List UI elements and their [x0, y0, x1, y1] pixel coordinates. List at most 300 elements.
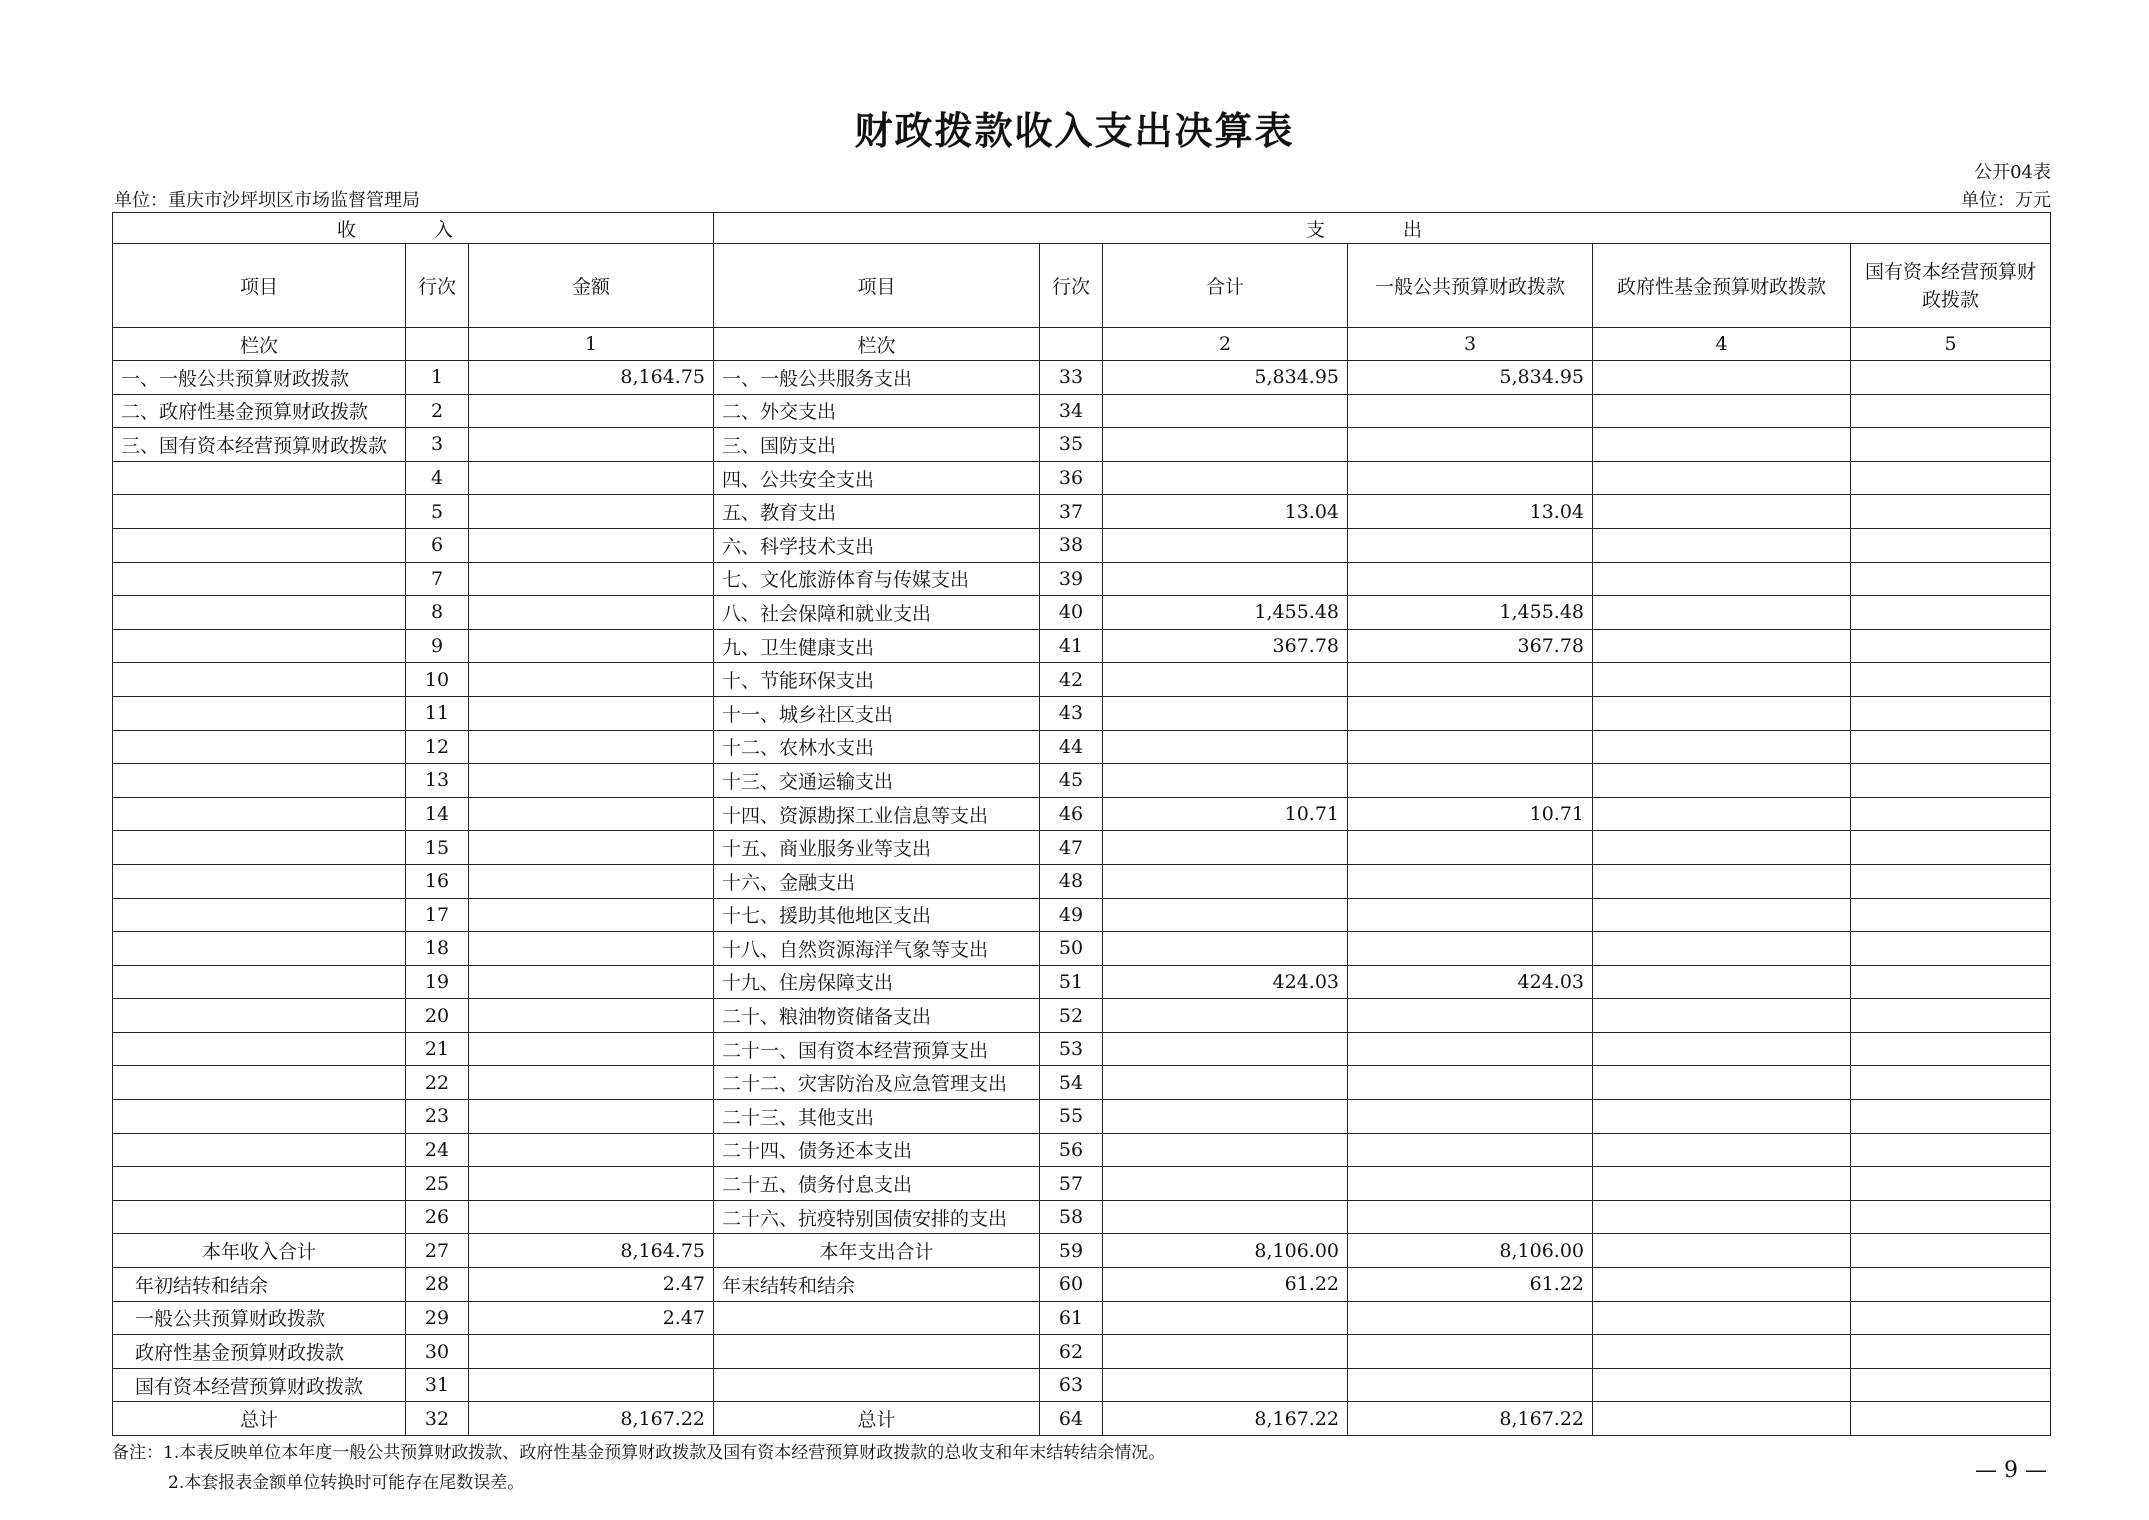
expense-total: 10.71: [1103, 797, 1348, 831]
expense-fund-budget: [1593, 999, 1851, 1033]
income-line-no: 11: [406, 696, 469, 730]
income-line-no: 1: [406, 361, 469, 395]
income-line-no: 21: [406, 1032, 469, 1066]
expense-state-capital: [1851, 562, 2051, 596]
table-row: [113, 864, 2051, 898]
income-line-no: 9: [406, 629, 469, 663]
income-item: [113, 528, 406, 562]
income-amount: [469, 461, 714, 495]
expense-general-budget: [1348, 1167, 1593, 1201]
expense-total: 8,106.00: [1103, 1234, 1348, 1268]
income-amount: [469, 1200, 714, 1234]
income-item: [113, 461, 406, 495]
expense-item: 年末结转和结余: [714, 1268, 1040, 1302]
expense-general-budget: [1348, 764, 1593, 798]
expense-general-budget: 1,455.48: [1348, 596, 1593, 630]
expense-line-no: 62: [1040, 1335, 1103, 1369]
summary-row: [113, 1268, 2051, 1302]
expense-line-no: 51: [1040, 965, 1103, 999]
expense-state-capital: [1851, 1167, 2051, 1201]
table-row: [113, 629, 2051, 663]
summary-row: [113, 1335, 2051, 1369]
expense-line-no: 56: [1040, 1133, 1103, 1167]
colnum-5: 5: [1851, 328, 2051, 361]
income-amount: [469, 730, 714, 764]
table-row: [113, 696, 2051, 730]
summary-row: [113, 1402, 2051, 1436]
expense-fund-budget: [1593, 428, 1851, 462]
expense-fund-budget: [1593, 1268, 1851, 1302]
expense-state-capital: [1851, 1234, 2051, 1268]
expense-total: [1103, 1100, 1348, 1134]
income-item: [113, 1100, 406, 1134]
expense-state-capital: [1851, 361, 2051, 395]
table-row: [113, 1066, 2051, 1100]
expense-state-capital: [1851, 999, 2051, 1033]
expense-fund-budget: [1593, 596, 1851, 630]
income-amount: 2.47: [469, 1301, 714, 1335]
income-item: 总计: [113, 1402, 406, 1436]
income-amount: [469, 1032, 714, 1066]
income-item: [113, 1167, 406, 1201]
expense-item: 总计: [714, 1402, 1040, 1436]
income-item: [113, 596, 406, 630]
expense-general-budget: 367.78: [1348, 629, 1593, 663]
expense-line-no: 34: [1040, 394, 1103, 428]
income-line-no: 19: [406, 965, 469, 999]
income-line-no: 25: [406, 1167, 469, 1201]
income-amount: [469, 1100, 714, 1134]
expense-line-no: 60: [1040, 1268, 1103, 1302]
table-row: [113, 797, 2051, 831]
expense-general-budget: [1348, 528, 1593, 562]
income-amount: [469, 495, 714, 529]
colnum-4: 4: [1593, 328, 1851, 361]
income-item: [113, 1200, 406, 1234]
form-number: 公开04表: [1974, 162, 2051, 183]
expense-general-budget: [1348, 428, 1593, 462]
expense-total: [1103, 1200, 1348, 1234]
page-title: 财政拨款收入支出决算表: [854, 108, 1295, 153]
expense-state-capital: [1851, 965, 2051, 999]
expense-total: [1103, 1335, 1348, 1369]
table-row: [113, 764, 2051, 798]
income-item: [113, 1133, 406, 1167]
expense-state-capital: [1851, 898, 2051, 932]
expense-state-capital: [1851, 1100, 2051, 1134]
income-amount: [469, 831, 714, 865]
expense-fund-budget: [1593, 1100, 1851, 1134]
budget-table: [112, 212, 2051, 1436]
expense-state-capital: [1851, 1066, 2051, 1100]
expense-general-budget: [1348, 932, 1593, 966]
income-line-no: 23: [406, 1100, 469, 1134]
expense-line-no: 57: [1040, 1167, 1103, 1201]
expense-item: 二十六、抗疫特别国债安排的支出: [714, 1200, 1040, 1234]
expense-fund-budget: [1593, 1133, 1851, 1167]
expense-total: [1103, 898, 1348, 932]
expense-general-budget: [1348, 831, 1593, 865]
expense-item: 十九、住房保障支出: [714, 965, 1040, 999]
expense-line-no: 53: [1040, 1032, 1103, 1066]
table-row: [113, 663, 2051, 697]
expense-fund-budget: [1593, 1200, 1851, 1234]
expense-line-no: 55: [1040, 1100, 1103, 1134]
income-amount: [469, 663, 714, 697]
colnum-label-expense: 栏次: [714, 328, 1040, 361]
table-row: [113, 461, 2051, 495]
expense-item: 本年支出合计: [714, 1234, 1040, 1268]
expense-line-no: 59: [1040, 1234, 1103, 1268]
expense-general-budget: [1348, 1133, 1593, 1167]
income-line-no: 2: [406, 394, 469, 428]
expense-state-capital: [1851, 528, 2051, 562]
expense-total: 61.22: [1103, 1268, 1348, 1302]
income-amount: [469, 596, 714, 630]
expense-total: [1103, 1368, 1348, 1402]
expense-general-budget: [1348, 1032, 1593, 1066]
income-item: [113, 831, 406, 865]
expense-total: [1103, 1301, 1348, 1335]
income-amount: 2.47: [469, 1268, 714, 1302]
income-item: [113, 999, 406, 1033]
expense-total: [1103, 528, 1348, 562]
income-amount: [469, 797, 714, 831]
table-row: [113, 495, 2051, 529]
expense-state-capital: [1851, 1335, 2051, 1369]
income-line-no: 20: [406, 999, 469, 1033]
expense-total: 1,455.48: [1103, 596, 1348, 630]
income-line-no: 18: [406, 932, 469, 966]
expense-line-no: 40: [1040, 596, 1103, 630]
expense-line-no: 63: [1040, 1368, 1103, 1402]
income-item: [113, 1032, 406, 1066]
expense-line-no: 61: [1040, 1301, 1103, 1335]
note-1: 备注：1.本表反映单位本年度一般公共预算财政拨款、政府性基金预算财政拨款及国有资本经营预算财政拨款的总收支和年末结转结余情况。: [112, 1443, 1166, 1463]
expense-fund-budget: [1593, 764, 1851, 798]
reporting-unit: 单位：重庆市沙坪坝区市场监督管理局: [114, 190, 420, 211]
income-line-no: 29: [406, 1301, 469, 1335]
expense-item: 二十三、其他支出: [714, 1100, 1040, 1134]
colnum-label-income: 栏次: [113, 328, 406, 361]
income-line-no: 32: [406, 1402, 469, 1436]
income-item: 二、政府性基金预算财政拨款: [113, 394, 406, 428]
header-state-capital-budget: 国有资本经营预算财政拨款: [1851, 244, 2051, 328]
expense-total: 8,167.22: [1103, 1402, 1348, 1436]
expense-item: 八、社会保障和就业支出: [714, 596, 1040, 630]
expense-total: [1103, 562, 1348, 596]
expense-fund-budget: [1593, 965, 1851, 999]
income-item: [113, 898, 406, 932]
expense-total: 367.78: [1103, 629, 1348, 663]
expense-state-capital: [1851, 1032, 2051, 1066]
expense-line-no: 36: [1040, 461, 1103, 495]
income-amount: [469, 1335, 714, 1369]
expense-fund-budget: [1593, 898, 1851, 932]
expense-item: 十三、交通运输支出: [714, 764, 1040, 798]
expense-state-capital: [1851, 1402, 2051, 1436]
expense-total: 5,834.95: [1103, 361, 1348, 395]
expense-fund-budget: [1593, 663, 1851, 697]
currency-unit: 单位：万元: [1961, 190, 2051, 211]
income-line-no: 15: [406, 831, 469, 865]
expense-fund-budget: [1593, 361, 1851, 395]
expense-fund-budget: [1593, 1402, 1851, 1436]
expense-general-budget: 8,167.22: [1348, 1402, 1593, 1436]
expense-fund-budget: [1593, 562, 1851, 596]
expense-fund-budget: [1593, 696, 1851, 730]
income-item: [113, 1066, 406, 1100]
expense-fund-budget: [1593, 831, 1851, 865]
colnum-2: 2: [1103, 328, 1348, 361]
summary-row: [113, 1234, 2051, 1268]
income-amount: 8,164.75: [469, 1234, 714, 1268]
income-item: [113, 965, 406, 999]
expense-item: 十八、自然资源海洋气象等支出: [714, 932, 1040, 966]
income-amount: [469, 1133, 714, 1167]
expense-fund-budget: [1593, 461, 1851, 495]
expense-total: [1103, 730, 1348, 764]
expense-fund-budget: [1593, 1301, 1851, 1335]
income-amount: [469, 864, 714, 898]
table-row: [113, 596, 2051, 630]
expense-line-no: 44: [1040, 730, 1103, 764]
table-row: [113, 831, 2051, 865]
expense-state-capital: [1851, 663, 2051, 697]
income-line-no: 31: [406, 1368, 469, 1402]
expense-general-budget: 8,106.00: [1348, 1234, 1593, 1268]
expense-line-no: 33: [1040, 361, 1103, 395]
expense-fund-budget: [1593, 629, 1851, 663]
expense-general-budget: 61.22: [1348, 1268, 1593, 1302]
header-expense-line: 行次: [1040, 244, 1103, 328]
income-line-no: 28: [406, 1268, 469, 1302]
expense-item: 二十一、国有资本经营预算支出: [714, 1032, 1040, 1066]
summary-row: [113, 1368, 2051, 1402]
expense-total: [1103, 831, 1348, 865]
income-item: [113, 562, 406, 596]
expense-general-budget: [1348, 1066, 1593, 1100]
expense-item: [714, 1301, 1040, 1335]
expense-total: [1103, 461, 1348, 495]
expense-item: 十四、资源勘探工业信息等支出: [714, 797, 1040, 831]
expense-item: 五、教育支出: [714, 495, 1040, 529]
expense-item: 十七、援助其他地区支出: [714, 898, 1040, 932]
table-row: [113, 1133, 2051, 1167]
header-fund-budget: 政府性基金预算财政拨款: [1593, 244, 1851, 328]
income-item: [113, 864, 406, 898]
expense-total: [1103, 1133, 1348, 1167]
income-line-no: 6: [406, 528, 469, 562]
expense-total: [1103, 1032, 1348, 1066]
expense-general-budget: 5,834.95: [1348, 361, 1593, 395]
expense-item: 十、节能环保支出: [714, 663, 1040, 697]
table-row: [113, 999, 2051, 1033]
expense-general-budget: [1348, 1200, 1593, 1234]
expense-total: [1103, 999, 1348, 1033]
expense-general-budget: [1348, 730, 1593, 764]
expense-fund-budget: [1593, 1167, 1851, 1201]
column-header-row: [113, 244, 2051, 328]
expense-item: 十二、农林水支出: [714, 730, 1040, 764]
expense-item: 六、科学技术支出: [714, 528, 1040, 562]
income-line-no: 30: [406, 1335, 469, 1369]
band-header-row: [113, 213, 2051, 244]
expense-total: [1103, 663, 1348, 697]
income-line-no: 3: [406, 428, 469, 462]
expense-total: 424.03: [1103, 965, 1348, 999]
table-row: [113, 932, 2051, 966]
expense-total: [1103, 864, 1348, 898]
expense-line-no: 50: [1040, 932, 1103, 966]
expense-item: 七、文化旅游体育与传媒支出: [714, 562, 1040, 596]
expense-line-no: 58: [1040, 1200, 1103, 1234]
expense-general-budget: [1348, 1301, 1593, 1335]
expense-item: 二十、粮油物资储备支出: [714, 999, 1040, 1033]
income-item: [113, 797, 406, 831]
expense-line-no: 48: [1040, 864, 1103, 898]
expense-general-budget: 424.03: [1348, 965, 1593, 999]
expense-state-capital: [1851, 1200, 2051, 1234]
expense-item: 二十二、灾害防治及应急管理支出: [714, 1066, 1040, 1100]
income-amount: [469, 1066, 714, 1100]
table-row: [113, 1200, 2051, 1234]
expense-item: 一、一般公共服务支出: [714, 361, 1040, 395]
income-amount: [469, 528, 714, 562]
expense-fund-budget: [1593, 730, 1851, 764]
expense-total: 13.04: [1103, 495, 1348, 529]
table-row: [113, 428, 2051, 462]
expense-fund-budget: [1593, 1032, 1851, 1066]
income-item: 一、一般公共预算财政拨款: [113, 361, 406, 395]
income-item: [113, 629, 406, 663]
income-amount: [469, 394, 714, 428]
table-row: [113, 1167, 2051, 1201]
expense-band-header: 支 出: [714, 213, 2051, 244]
expense-total: [1103, 932, 1348, 966]
expense-line-no: 42: [1040, 663, 1103, 697]
expense-general-budget: [1348, 562, 1593, 596]
expense-line-no: 46: [1040, 797, 1103, 831]
expense-item: [714, 1335, 1040, 1369]
expense-fund-budget: [1593, 394, 1851, 428]
income-amount: 8,167.22: [469, 1402, 714, 1436]
income-amount: [469, 428, 714, 462]
income-line-no: 10: [406, 663, 469, 697]
income-item: 年初结转和结余: [113, 1268, 406, 1302]
expense-total: [1103, 696, 1348, 730]
expense-general-budget: [1348, 898, 1593, 932]
expense-general-budget: [1348, 461, 1593, 495]
income-item: 本年收入合计: [113, 1234, 406, 1268]
expense-state-capital: [1851, 730, 2051, 764]
expense-line-no: 64: [1040, 1402, 1103, 1436]
income-item: [113, 495, 406, 529]
expense-general-budget: [1348, 864, 1593, 898]
header-income-item: 项目: [113, 244, 406, 328]
expense-fund-budget: [1593, 1066, 1851, 1100]
header-general-budget: 一般公共预算财政拨款: [1348, 244, 1593, 328]
income-line-no: 7: [406, 562, 469, 596]
expense-total: [1103, 1167, 1348, 1201]
table-row: [113, 394, 2051, 428]
page-number: — 9 —: [1975, 1458, 2047, 1483]
expense-general-budget: 10.71: [1348, 797, 1593, 831]
expense-state-capital: [1851, 932, 2051, 966]
table-row: [113, 965, 2051, 999]
income-amount: 8,164.75: [469, 361, 714, 395]
table-row: [113, 361, 2051, 395]
expense-line-no: 39: [1040, 562, 1103, 596]
expense-state-capital: [1851, 394, 2051, 428]
expense-fund-budget: [1593, 1335, 1851, 1369]
table-row: [113, 1100, 2051, 1134]
expense-fund-budget: [1593, 864, 1851, 898]
income-item: [113, 764, 406, 798]
expense-fund-budget: [1593, 1368, 1851, 1402]
expense-state-capital: [1851, 428, 2051, 462]
expense-item: 十一、城乡社区支出: [714, 696, 1040, 730]
expense-general-budget: [1348, 1368, 1593, 1402]
table-row: [113, 1032, 2051, 1066]
expense-total: [1103, 764, 1348, 798]
expense-total: [1103, 1066, 1348, 1100]
summary-row: [113, 1301, 2051, 1335]
income-line-no: 4: [406, 461, 469, 495]
expense-state-capital: [1851, 629, 2051, 663]
income-line-no: 26: [406, 1200, 469, 1234]
expense-line-no: 38: [1040, 528, 1103, 562]
header-income-amount: 金额: [469, 244, 714, 328]
income-band-header: 收 入: [113, 213, 714, 244]
colnum-empty: [406, 328, 469, 361]
expense-line-no: 45: [1040, 764, 1103, 798]
income-item: 三、国有资本经营预算财政拨款: [113, 428, 406, 462]
expense-state-capital: [1851, 1133, 2051, 1167]
expense-general-budget: [1348, 663, 1593, 697]
income-amount: [469, 696, 714, 730]
income-line-no: 12: [406, 730, 469, 764]
notes: [112, 1438, 1165, 1498]
expense-state-capital: [1851, 831, 2051, 865]
expense-state-capital: [1851, 864, 2051, 898]
expense-line-no: 54: [1040, 1066, 1103, 1100]
expense-total: [1103, 394, 1348, 428]
expense-state-capital: [1851, 797, 2051, 831]
income-item: [113, 932, 406, 966]
expense-fund-budget: [1593, 528, 1851, 562]
table-row: [113, 528, 2051, 562]
table-row: [113, 562, 2051, 596]
expense-line-no: 49: [1040, 898, 1103, 932]
income-amount: [469, 1167, 714, 1201]
expense-general-budget: [1348, 1100, 1593, 1134]
expense-state-capital: [1851, 461, 2051, 495]
colnum-empty: [1040, 328, 1103, 361]
header-income-line: 行次: [406, 244, 469, 328]
expense-total: [1103, 428, 1348, 462]
table-row: [113, 898, 2051, 932]
expense-state-capital: [1851, 1268, 2051, 1302]
income-item: 政府性基金预算财政拨款: [113, 1335, 406, 1369]
expense-item: 九、卫生健康支出: [714, 629, 1040, 663]
income-item: [113, 696, 406, 730]
expense-item: 三、国防支出: [714, 428, 1040, 462]
income-line-no: 22: [406, 1066, 469, 1100]
expense-line-no: 35: [1040, 428, 1103, 462]
income-amount: [469, 898, 714, 932]
income-item: [113, 663, 406, 697]
